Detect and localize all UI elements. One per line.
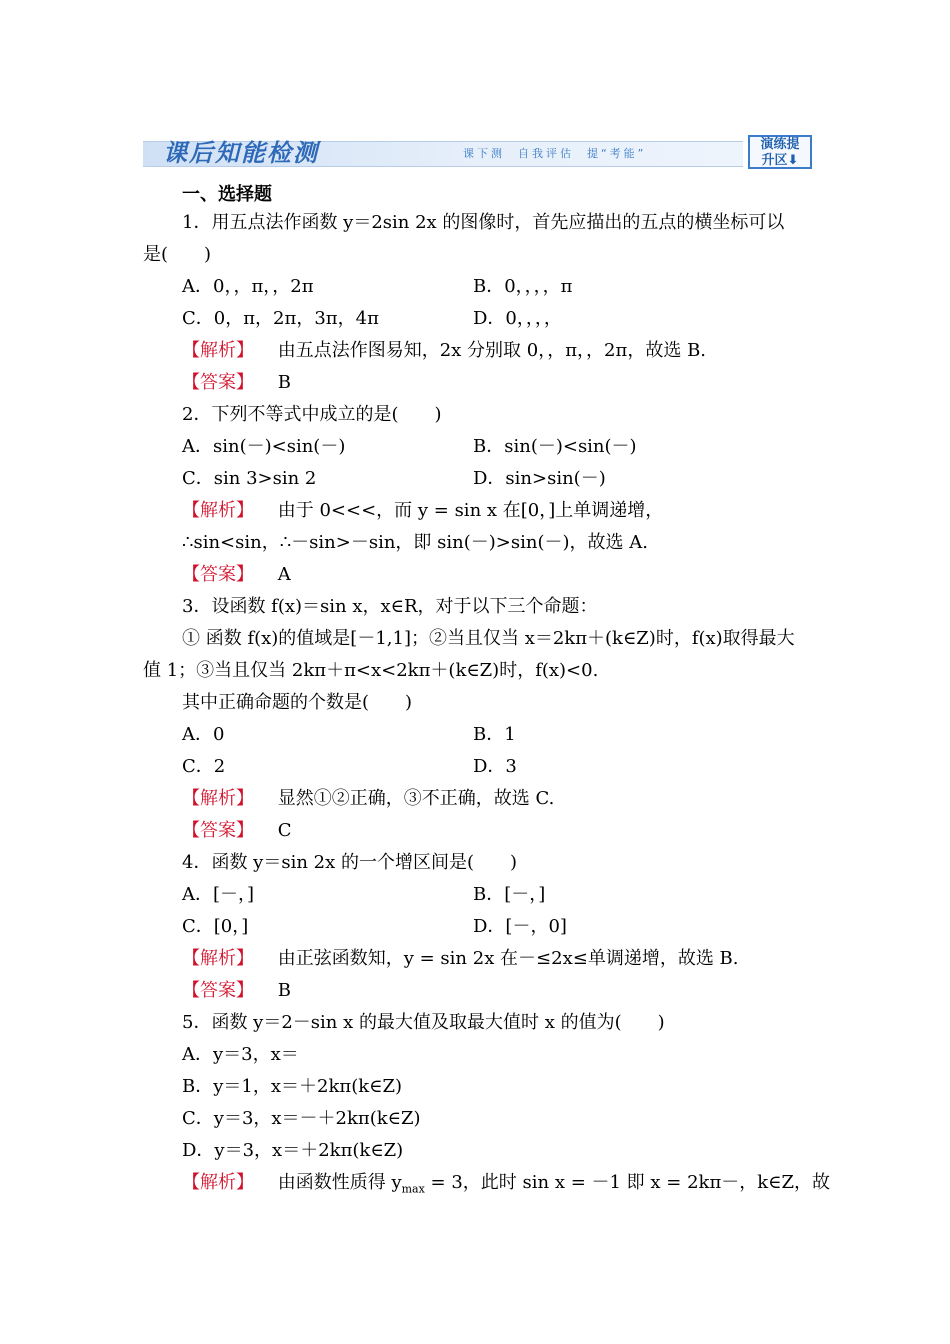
q3-explanation bbox=[182, 786, 554, 812]
explanation-tag: 【解析】 bbox=[182, 948, 254, 969]
explanation-text: 由于 0<<<，而 y = sin x 在[0，]上单调递增， bbox=[277, 500, 664, 521]
explanation-tag: 【解析】 bbox=[182, 1172, 254, 1193]
q3-option-b: B．1 bbox=[473, 724, 516, 745]
explanation-text: 显然①②正确，③不正确，故选 C. bbox=[277, 788, 555, 809]
q1-option-c: C．0，π，2π，3π，4π bbox=[182, 308, 379, 329]
q4-answer bbox=[182, 978, 291, 1004]
q4-option-c: C．[0，] bbox=[182, 916, 249, 937]
q5-option-d: D．y＝3，x＝＋2kπ(k∈Z) bbox=[182, 1140, 404, 1161]
answer-text: A bbox=[277, 564, 291, 585]
q4-option-b: B．[－，] bbox=[473, 884, 546, 905]
q1-stem-cont: 是( ) bbox=[143, 244, 212, 265]
q2-option-a: A．sin(－)<sin(－) bbox=[182, 436, 346, 457]
q3-answer bbox=[182, 818, 292, 844]
q1-option-a: A．0，，π，，2π bbox=[182, 276, 314, 297]
q1-stem: 1．用五点法作函数 y＝2sin 2x 的图像时，首先应描出的五点的横坐标可以 bbox=[182, 212, 785, 233]
q2-option-b: B．sin(－)<sin(－) bbox=[473, 436, 637, 457]
banner-subtitle: 课下测 自我评估 提“考能” bbox=[463, 147, 647, 160]
explanation-text-pre: 由函数性质得 y bbox=[277, 1172, 402, 1193]
explanation-text-post: = 3，此时 sin x = －1 即 x = 2kπ－，k∈Z，故 bbox=[424, 1172, 831, 1193]
answer-tag: 【答案】 bbox=[182, 820, 254, 841]
q4-stem: 4．函数 y＝sin 2x 的一个增区间是( ) bbox=[182, 852, 518, 873]
q5-option-c: C．y＝3，x＝－＋2kπ(k∈Z) bbox=[182, 1108, 421, 1129]
answer-tag: 【答案】 bbox=[182, 564, 254, 585]
answer-text: B bbox=[277, 980, 291, 1001]
q4-option-d: D．[－，0] bbox=[473, 916, 567, 937]
explanation-tag: 【解析】 bbox=[182, 500, 254, 521]
q1-option-d: D．0，，，， bbox=[473, 308, 562, 329]
q5-option-a: A．y＝3，x＝ bbox=[182, 1044, 299, 1065]
banner-title: 课后知能检测 bbox=[163, 139, 319, 167]
q1-explanation bbox=[182, 338, 706, 364]
q4-option-a: A．[－，] bbox=[182, 884, 255, 905]
explanation-text: 由五点法作图易知，2x 分别取 0，，π，，2π，故选 B. bbox=[277, 340, 707, 361]
q3-question: 其中正确命题的个数是( ) bbox=[182, 692, 413, 713]
q5-option-b: B．y＝1，x＝＋2kπ(k∈Z) bbox=[182, 1076, 402, 1097]
banner-badge bbox=[748, 135, 812, 169]
answer-tag: 【答案】 bbox=[182, 372, 254, 393]
q3-option-c: C．2 bbox=[182, 756, 226, 777]
answer-text: B bbox=[277, 372, 291, 393]
q2-option-d: D．sin>sin(－) bbox=[473, 468, 606, 489]
q5-explanation bbox=[182, 1170, 830, 1196]
explanation-tag: 【解析】 bbox=[182, 788, 254, 809]
q1-option-b: B．0，，，，π bbox=[473, 276, 573, 297]
explanation-subscript: max bbox=[401, 1182, 425, 1196]
explanation-tag: 【解析】 bbox=[182, 340, 254, 361]
q4-explanation bbox=[182, 946, 739, 972]
section-title: 一、选择题 bbox=[182, 184, 272, 205]
q3-propositions: ① 函数 f(x)的值域是[－1,1]；②当且仅当 x＝2kπ＋(k∈Z)时，f(x)取得最大 bbox=[182, 628, 795, 649]
q2-explanation bbox=[182, 498, 663, 524]
q2-answer bbox=[182, 562, 291, 588]
answer-tag: 【答案】 bbox=[182, 980, 254, 1001]
q5-stem: 5．函数 y＝2－sin x 的最大值及取最大值时 x 的值为( ) bbox=[182, 1012, 665, 1033]
answer-text: C bbox=[277, 820, 292, 841]
q2-stem: 2．下列不等式中成立的是( ) bbox=[182, 404, 442, 425]
section-banner bbox=[143, 134, 815, 172]
q3-option-d: D．3 bbox=[473, 756, 517, 777]
q3-propositions-cont: 值 1；③当且仅当 2kπ＋π<x<2kπ＋(k∈Z)时，f(x)<0. bbox=[143, 660, 599, 681]
banner-badge-line1: 演练提 bbox=[760, 137, 800, 152]
q3-option-a: A．0 bbox=[182, 724, 225, 745]
q2-option-c: C．sin 3>sin 2 bbox=[182, 468, 317, 489]
banner-badge-line2: 升区⬇ bbox=[761, 153, 799, 168]
explanation-text: 由正弦函数知，y = sin 2x 在－≤2x≤单调递增，故选 B. bbox=[277, 948, 739, 969]
q2-explanation-cont: ∴sin<sin，∴－sin>－sin，即 sin(－)>sin(－)，故选 A. bbox=[182, 532, 648, 553]
q3-stem: 3．设函数 f(x)＝sin x，x∈R，对于以下三个命题： bbox=[182, 596, 598, 617]
q1-answer bbox=[182, 370, 291, 396]
